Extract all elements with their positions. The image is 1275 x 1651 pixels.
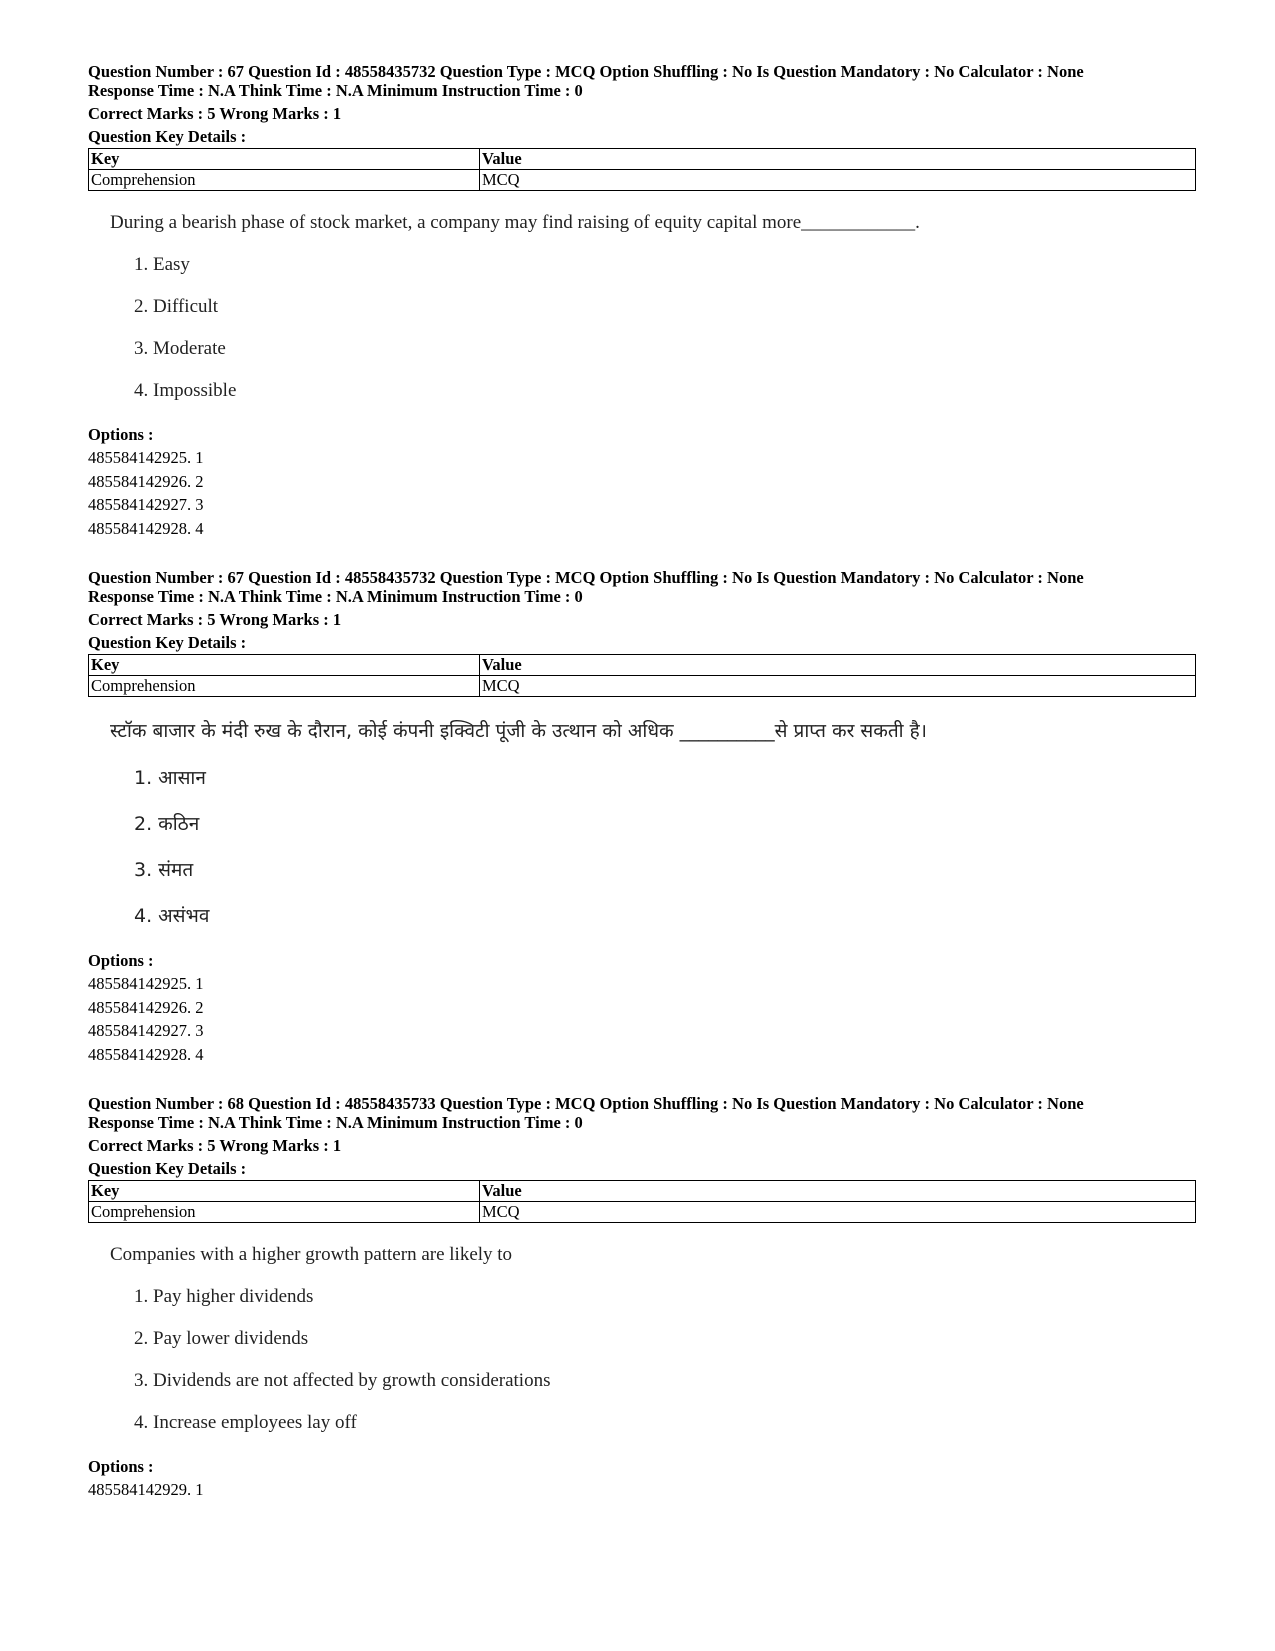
choice-item: 4. Impossible — [134, 380, 237, 401]
question-separator — [88, 540, 1196, 568]
choice-item: 4. Increase employees lay off — [134, 1412, 357, 1433]
option-id-line: 485584142925. 1 — [88, 448, 204, 467]
choice-item: 1. आसान — [134, 767, 206, 789]
key-table-header-row — [89, 1181, 1196, 1202]
question-key-details-label: Question Key Details : — [88, 633, 247, 652]
key-table-header-key: Key — [89, 1181, 480, 1202]
key-table-header-value: Value — [480, 1181, 1196, 1202]
question-meta-line: Question Number : 67 Question Id : 48558435732 Question Type : MCQ Option Shuffling : No Is Question Mandatory : No Calculator : None — [88, 62, 1084, 81]
question-key-table — [88, 654, 1196, 697]
key-table-cell-key: Comprehension — [89, 170, 480, 191]
choice-item: 4. असंभव — [134, 905, 210, 927]
choice-list — [88, 253, 1196, 403]
options-label: Options : — [88, 1457, 154, 1476]
option-id-line: 485584142928. 4 — [88, 518, 204, 538]
question-marks-line: Correct Marks : 5 Wrong Marks : 1 — [88, 104, 342, 123]
question-text: Companies with a higher growth pattern are likely to — [110, 1244, 513, 1265]
key-table-cell-value: MCQ — [480, 676, 1196, 697]
key-table-cell-value: MCQ — [480, 1202, 1196, 1223]
choice-list — [88, 765, 1196, 929]
question-separator — [88, 1066, 1196, 1094]
question-block-67-english — [88, 62, 1196, 540]
key-table-cell-key: Comprehension — [89, 676, 480, 697]
option-id-line: 485584142926. 2 — [88, 471, 204, 491]
key-table-header-value: Value — [480, 655, 1196, 676]
choice-list — [88, 1285, 1196, 1435]
option-id-line: 485584142927. 3 — [88, 1021, 204, 1040]
key-table-row — [89, 170, 1196, 191]
choice-item: 1. Easy — [134, 254, 190, 275]
options-label: Options : — [88, 951, 154, 970]
question-key-details-label: Question Key Details : — [88, 127, 247, 146]
key-table-cell-key: Comprehension — [89, 1202, 480, 1223]
question-marks-line: Correct Marks : 5 Wrong Marks : 1 — [88, 1136, 342, 1155]
choice-item: 3. संमत — [134, 859, 194, 881]
question-block-68-english — [88, 1094, 1196, 1502]
question-block-67-hindi — [88, 568, 1196, 1066]
choice-item: 2. Pay lower dividends — [134, 1328, 309, 1349]
key-table-header-value: Value — [480, 149, 1196, 170]
options-label: Options : — [88, 425, 154, 444]
key-table-header-key: Key — [89, 655, 480, 676]
question-meta-line: Question Number : 67 Question Id : 48558435732 Question Type : MCQ Option Shuffling : No Is Question Mandatory : No Calculator : None — [88, 568, 1084, 587]
document-page — [88, 62, 1196, 1502]
question-timing-line: Response Time : N.A Think Time : N.A Minimum Instruction Time : 0 — [88, 587, 583, 606]
question-key-table — [88, 1180, 1196, 1223]
choice-item: 2. कठिन — [134, 813, 200, 835]
question-marks-line: Correct Marks : 5 Wrong Marks : 1 — [88, 610, 342, 629]
question-key-details-label: Question Key Details : — [88, 1159, 247, 1178]
key-table-row — [89, 676, 1196, 697]
question-text: During a bearish phase of stock market, a company may find raising of equity capital more____________. — [110, 212, 920, 233]
key-table-header-key: Key — [89, 149, 480, 170]
choice-item: 1. Pay higher dividends — [134, 1286, 314, 1307]
choice-item: 3. Dividends are not affected by growth considerations — [134, 1370, 551, 1391]
key-table-header-row — [89, 655, 1196, 676]
option-id-line: 485584142927. 3 — [88, 495, 204, 514]
question-timing-line: Response Time : N.A Think Time : N.A Minimum Instruction Time : 0 — [88, 81, 583, 100]
choice-item: 2. Difficult — [134, 296, 219, 317]
key-table-row — [89, 1202, 1196, 1223]
question-key-table — [88, 148, 1196, 191]
question-timing-line: Response Time : N.A Think Time : N.A Minimum Instruction Time : 0 — [88, 1113, 583, 1132]
option-id-line: 485584142925. 1 — [88, 974, 204, 993]
key-table-header-row — [89, 149, 1196, 170]
option-id-line: 485584142928. 4 — [88, 1044, 204, 1064]
key-table-cell-value: MCQ — [480, 170, 1196, 191]
option-id-line: 485584142929. 1 — [88, 1480, 204, 1499]
question-meta-line: Question Number : 68 Question Id : 48558435733 Question Type : MCQ Option Shuffling : No Is Question Mandatory : No Calculator : None — [88, 1094, 1084, 1113]
question-text: स्टॉक बाजार के मंदी रुख के दौरान, कोई कंपनी इक्विटी पूंजी के उत्थान को अधिक __________से प्राप्त कर सकती है। — [110, 720, 927, 742]
choice-item: 3. Moderate — [134, 338, 226, 359]
option-id-line: 485584142926. 2 — [88, 997, 204, 1017]
